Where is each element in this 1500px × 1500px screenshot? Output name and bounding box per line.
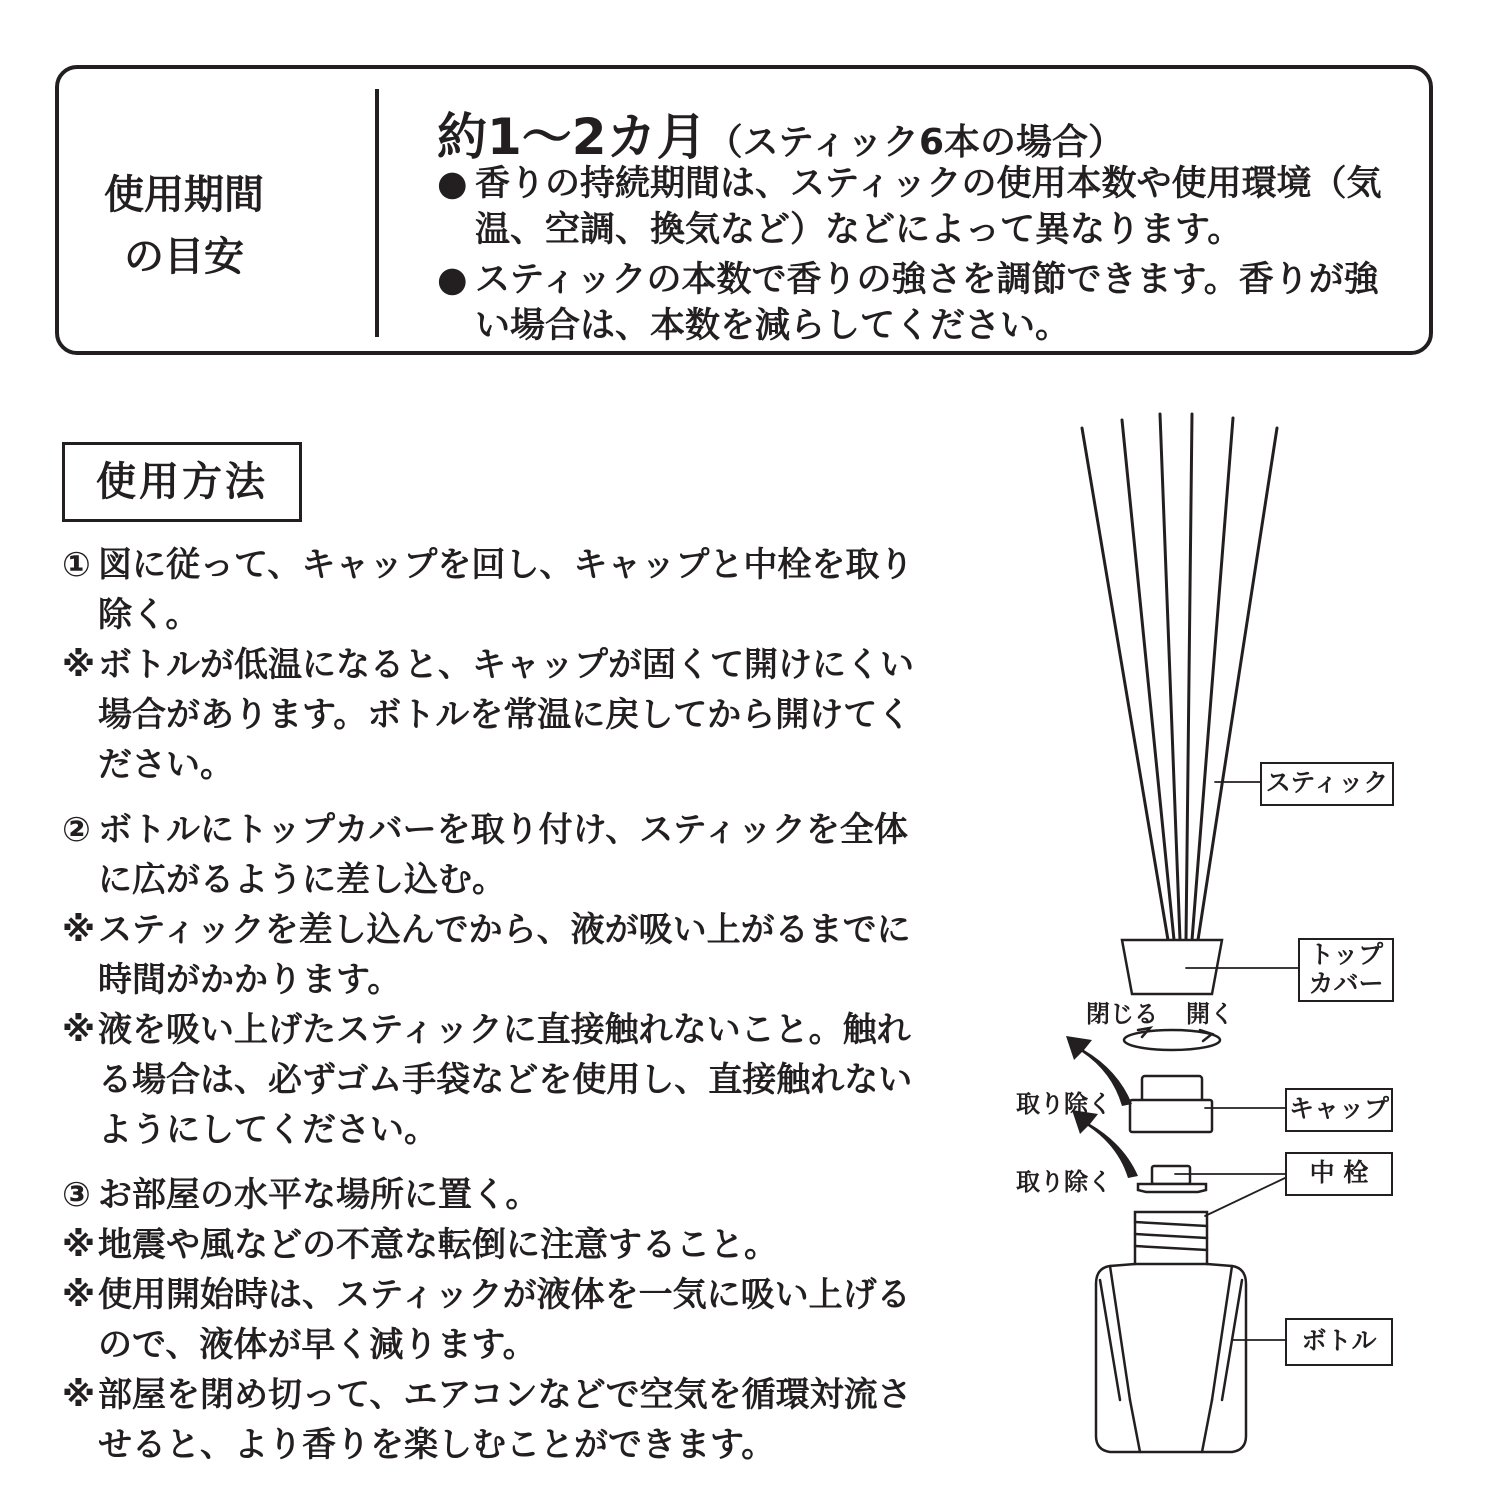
note-mark: ※ bbox=[62, 1375, 96, 1415]
duration-bullet bbox=[437, 161, 1397, 253]
note-mark: ※ bbox=[62, 645, 96, 685]
bullet-dot-icon: ● bbox=[437, 260, 468, 300]
cap-icon bbox=[1130, 1076, 1212, 1132]
duration-bullet-text: 香りの持続期間は、スティックの使用本数や使用環境（気温、空調、換気など）などによって異なります。 bbox=[475, 164, 1382, 250]
step-item bbox=[62, 540, 922, 640]
usage-duration-box bbox=[55, 65, 1433, 355]
bottle-icon bbox=[1096, 1264, 1246, 1452]
note-text: スティックを差し込んでから、液が吸い上がるまでに時間がかかります。 bbox=[98, 910, 911, 1000]
note-item bbox=[62, 640, 922, 790]
duration-value-ka: カ bbox=[606, 108, 657, 166]
step-item bbox=[62, 805, 922, 905]
note-mark: ※ bbox=[62, 1010, 96, 1050]
usage-duration-value bbox=[437, 97, 1124, 169]
duration-value-note: （スティック6本の場合） bbox=[706, 122, 1125, 163]
bullet-dot-icon: ● bbox=[437, 164, 468, 204]
usage-duration-label-line2: の目安 bbox=[124, 234, 244, 280]
inner-plug-icon bbox=[1138, 1166, 1206, 1192]
remove-cap-label: 取り除く bbox=[1016, 1090, 1112, 1118]
note-item bbox=[62, 1220, 922, 1270]
close-label: 閉じる bbox=[1086, 1000, 1158, 1028]
callout-bottle-label: ボトル bbox=[1301, 1326, 1377, 1355]
note-mark: ※ bbox=[62, 1275, 96, 1315]
usage-duration-label-line1: 使用期間 bbox=[104, 172, 264, 218]
duration-bullet-list bbox=[437, 161, 1397, 353]
step-text: ボトルにトップカバーを取り付け、スティックを全体に広がるように差し込む。 bbox=[98, 810, 908, 900]
callout-inner-plug-label: 中 栓 bbox=[1309, 1158, 1369, 1187]
duration-value-suffix: 月 bbox=[656, 108, 707, 166]
note-item bbox=[62, 1005, 922, 1155]
note-mark: ※ bbox=[62, 910, 96, 950]
note-mark: ※ bbox=[62, 1225, 96, 1265]
callout-stick-label: スティック bbox=[1265, 768, 1389, 797]
step-text: 図に従って、キャップを回し、キャップと中栓を取り除く。 bbox=[98, 545, 914, 635]
note-item bbox=[62, 1270, 922, 1370]
note-text: 部屋を閉め切って、エアコンなどで空気を循環対流させると、より香りを楽しむことができます。 bbox=[98, 1375, 912, 1465]
step-item bbox=[62, 1170, 922, 1220]
callout-bottle bbox=[1285, 1318, 1393, 1366]
usage-duration-label bbox=[59, 164, 309, 288]
reed-sticks-icon bbox=[1082, 414, 1277, 940]
callout-top-cover-label-1: トップ bbox=[1308, 940, 1384, 969]
step-text: お部屋の水平な場所に置く。 bbox=[98, 1175, 540, 1215]
product-diagram bbox=[1000, 400, 1470, 1480]
usage-method-heading: 使用方法 bbox=[62, 442, 302, 522]
duration-bullet bbox=[437, 257, 1397, 349]
vertical-divider bbox=[375, 89, 379, 337]
bottle-neck-icon bbox=[1135, 1212, 1207, 1264]
step-mark: ③ bbox=[62, 1175, 91, 1215]
step-mark: ② bbox=[62, 810, 91, 850]
diagram-drawing bbox=[1000, 400, 1470, 1480]
callout-inner-plug bbox=[1285, 1152, 1393, 1196]
usage-steps bbox=[62, 540, 922, 1470]
callout-top-cover bbox=[1298, 938, 1394, 1002]
note-text: 使用開始時は、スティックが液体を一気に吸い上げるので、液体が早く減ります。 bbox=[98, 1275, 911, 1365]
open-label: 開く bbox=[1186, 1000, 1234, 1028]
note-item bbox=[62, 1370, 922, 1470]
rotate-arrows-icon bbox=[1124, 1028, 1220, 1050]
remove-plug-label: 取り除く bbox=[1016, 1168, 1112, 1196]
duration-bullet-text: スティックの本数で香りの強さを調節できます。香りが強い場合は、本数を減らしてください。 bbox=[475, 260, 1379, 346]
leader-lines bbox=[1175, 782, 1298, 1340]
step-mark: ① bbox=[62, 545, 91, 585]
callout-cap bbox=[1285, 1088, 1393, 1132]
note-text: 液を吸い上げたスティックに直接触れないこと。触れる場合は、必ずゴム手袋などを使用し、直接触れないようにしてください。 bbox=[98, 1010, 913, 1150]
callout-top-cover-label-2: カバー bbox=[1308, 969, 1384, 998]
duration-value-prefix: 約1〜2 bbox=[437, 108, 607, 166]
note-text: ボトルが低温になると、キャップが固くて開けにくい場合があります。ボトルを常温に戻してから開けてください。 bbox=[98, 645, 914, 785]
note-item bbox=[62, 905, 922, 1005]
callout-cap-label: キャップ bbox=[1288, 1094, 1389, 1123]
note-text: 地震や風などの不意な転倒に注意すること。 bbox=[98, 1225, 778, 1265]
callout-stick bbox=[1260, 762, 1394, 806]
top-cover-icon bbox=[1122, 940, 1222, 994]
